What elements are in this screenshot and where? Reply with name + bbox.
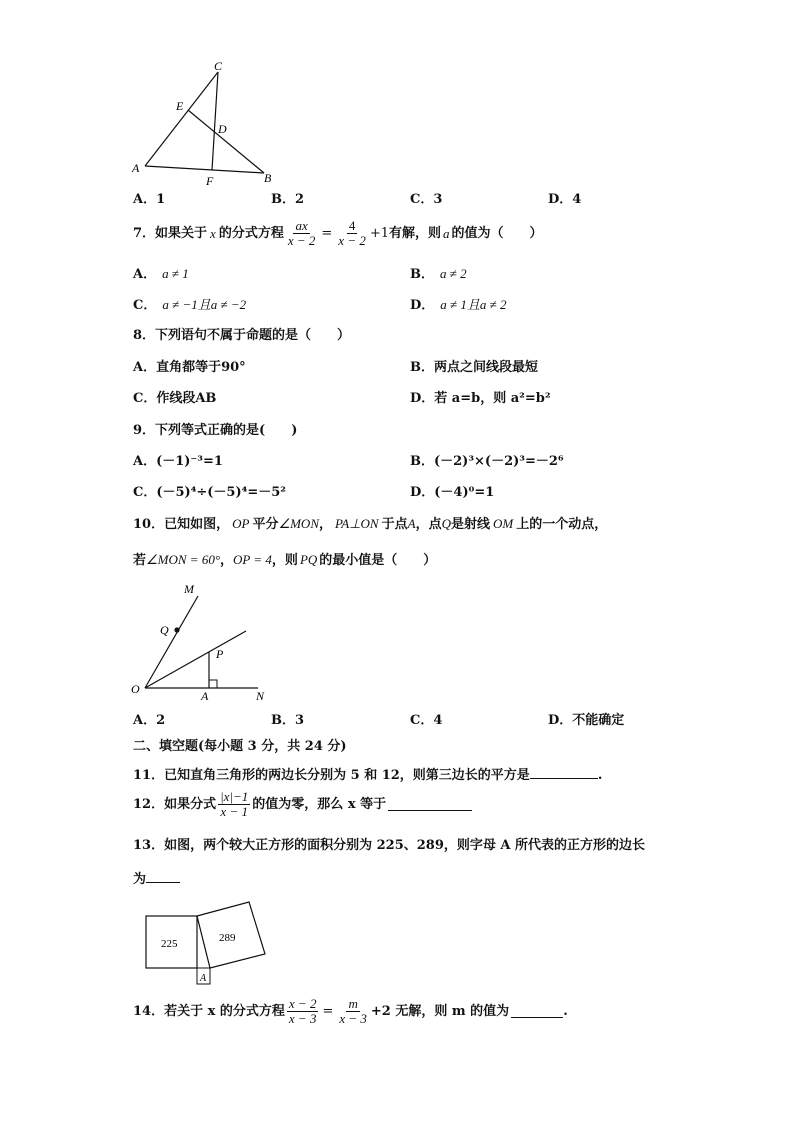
label-b: B: [264, 171, 272, 185]
q6-option-d: D．4: [548, 192, 582, 207]
q9-option-b: B．(－2)³×(－2)³=－2⁶: [410, 454, 564, 469]
q14: 14．若关于 x 的分式方程 $\frac{x - 2}{x - 3}$ = $\frac{m}{x - 3}$ +2 无解，则 m 的值为 .: [133, 996, 568, 1026]
q7-option-c: C． a ≠ −1且a ≠ −2: [133, 297, 247, 313]
label-e: E: [176, 99, 184, 113]
q6-option-b: B．2: [271, 192, 305, 207]
q10-line2: 若∠MON = 60°，OP = 4，则 PQ 的最小值是（ ）: [133, 552, 437, 568]
q8-option-d: D．若 a=b，则 a²=b²: [410, 391, 551, 406]
label-p: P: [216, 647, 224, 661]
q11: 11．已知直角三角形的两边长分别为 5 和 12，则第三边长的平方是 .: [133, 768, 603, 783]
label-f: F: [206, 174, 214, 188]
q12-fraction: $\frac{|x|-1}{x - 1}$: [220, 789, 249, 819]
square-225-label: 225: [161, 938, 178, 950]
q12: 12．如果分式 $\frac{|x|-1}{x - 1}$ 的值为零，那么 x 等于: [133, 790, 472, 819]
q6-option-c: C．3: [410, 192, 443, 207]
q12-answer-blank: [388, 798, 472, 811]
q7-frac2: $\frac{4}{x - 2}$: [338, 218, 366, 248]
q6-triangle-figure: [128, 58, 278, 188]
q7-mid: 的分式方程: [218, 225, 284, 241]
q7-option-d: D． a ≠ 1且a ≠ 2: [410, 297, 507, 313]
q13-answer-blank: [146, 870, 180, 883]
q9-option-a: A．(－1)⁻³=1: [133, 454, 223, 469]
q7-stem: 7．如果关于 x 的分式方程 $\frac{ax}{x - 2}$ = $\frac{4}{x - 2}$ +1 有解，则 a 的值为（ ）: [133, 218, 543, 248]
q10-angle-figure: [128, 578, 278, 706]
q14-frac2: $\frac{m}{x - 3}$: [339, 996, 367, 1026]
q10-option-b: B．3: [271, 713, 305, 728]
label-n: N: [256, 689, 265, 703]
q7-suffix1: 有解，则: [389, 225, 442, 241]
q14-frac1: $\frac{x - 2}{x - 3}$: [288, 996, 317, 1026]
label-o: O: [131, 682, 140, 696]
q7-suffix2: 的值为（ ）: [451, 225, 543, 241]
q8-option-b: B．两点之间线段最短: [410, 360, 538, 375]
section-2-heading: 二、填空题(每小题 3 分，共 24 分): [133, 739, 347, 754]
square-289-label: 289: [219, 932, 236, 944]
q8-option-a: A．直角都等于90°: [133, 360, 246, 375]
label-d: D: [218, 122, 227, 136]
q10-option-d: D．不能确定: [548, 713, 625, 728]
q13-squares-figure: [140, 896, 275, 990]
q9-option-d: D．(－4)⁰=1: [410, 485, 495, 500]
q7-var: x: [210, 225, 216, 241]
q7-frac1: $\frac{ax}{x - 2}$: [287, 218, 316, 248]
label-c: C: [214, 59, 223, 73]
q7-option-a: A． a ≠ 1: [133, 266, 189, 282]
q7-option-b: B． a ≠ 2: [410, 266, 467, 282]
q6-option-a: A．1: [133, 192, 166, 207]
q7-prefix: 7．如果关于: [133, 225, 208, 241]
q9-option-c: C．(－5)⁴÷(－5)⁴=－5²: [133, 485, 286, 500]
label-m: M: [184, 582, 194, 596]
label-a: A: [201, 689, 209, 703]
q11-answer-blank: [530, 766, 598, 779]
q13-line2: 为: [133, 870, 180, 888]
label-q: Q: [160, 623, 169, 637]
square-a-label: A: [200, 973, 207, 984]
q13-line1: 13．如图，两个较大正方形的面积分别为 225、289，则字母 A 所代表的正方形的边长: [133, 838, 646, 853]
q10-line1: 10．已知如图， OP 平分∠MON， PA⊥ON 于点A，点Q是射线 OM 上的一个动点，: [133, 516, 608, 532]
q10-option-c: C．4: [410, 713, 443, 728]
q14-answer-blank: [511, 1005, 563, 1018]
q8-option-c: C．作线段AB: [133, 391, 217, 406]
q10-option-a: A．2: [133, 713, 166, 728]
label-a: A: [132, 161, 140, 175]
q9-stem: 9．下列等式正确的是( ): [133, 423, 298, 438]
q8-stem: 8．下列语句不属于命题的是（ ）: [133, 328, 351, 343]
